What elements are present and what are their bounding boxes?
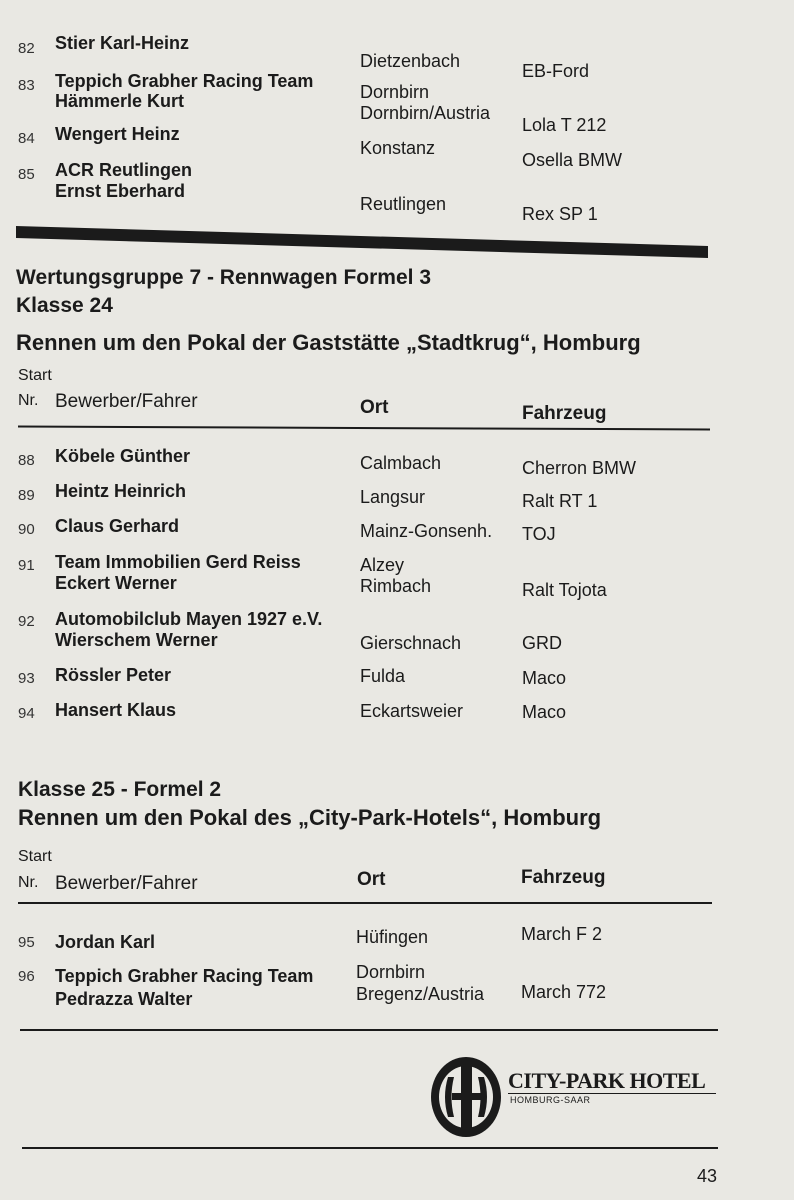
entry-car: TOJ xyxy=(522,524,556,544)
entry-ort: Mainz-Gonsenh. xyxy=(360,521,493,541)
entry-ort: Calmbach xyxy=(360,453,442,473)
col-start: Start xyxy=(18,848,52,865)
entry-ort-2: Bregenz/Austria xyxy=(356,984,485,1004)
entry-car: March F 2 xyxy=(521,924,603,944)
entry-ort: Eckartsweier xyxy=(360,701,464,721)
city-park-hotel-logo-icon xyxy=(428,1055,506,1139)
entry-ort: Fulda xyxy=(360,666,406,686)
hotel-location: HOMBURG-SAAR xyxy=(510,1095,591,1105)
entry-ort: Dietzenbach xyxy=(360,51,461,71)
entry-car: Maco xyxy=(522,702,567,722)
entrant-name: Heintz Heinrich xyxy=(55,481,187,501)
start-number: 96 xyxy=(18,968,35,985)
driver-name: Wierschem Werner xyxy=(55,630,218,650)
start-number: 84 xyxy=(18,130,35,147)
start-number: 94 xyxy=(18,705,35,722)
entry-ort-2: Rimbach xyxy=(360,576,432,596)
start-number: 92 xyxy=(18,613,35,630)
entry-ort: Dornbirn xyxy=(360,82,430,102)
entry-ort: Gierschnach xyxy=(360,633,462,653)
entry-car: Maco xyxy=(522,668,567,688)
start-number: 90 xyxy=(18,521,35,538)
entrant-name: ACR Reutlingen xyxy=(55,160,192,180)
header-rule xyxy=(18,902,712,904)
entry-ort: Dornbirn xyxy=(356,962,426,982)
class-title: Klasse 24 xyxy=(16,294,113,317)
entry-car: Osella BMW xyxy=(522,150,623,170)
entry-ort: Alzey xyxy=(360,555,405,575)
entry-car: Cherron BMW xyxy=(522,458,637,478)
driver-name: Hämmerle Kurt xyxy=(55,91,185,111)
section-rule xyxy=(20,1029,718,1031)
start-number: 85 xyxy=(18,166,35,183)
entrant-name: Automobilclub Mayen 1927 e.V. xyxy=(55,609,323,629)
driver-name: Eckert Werner xyxy=(55,573,177,593)
entry-car: EB-Ford xyxy=(522,61,590,81)
col-ort: Ort xyxy=(357,869,386,890)
entry-ort-2: Dornbirn/Austria xyxy=(360,103,491,123)
col-fahrzeug: Fahrzeug xyxy=(521,867,606,888)
entry-ort: Reutlingen xyxy=(360,194,447,214)
start-number: 83 xyxy=(18,77,35,94)
group-title: Wertungsgruppe 7 - Rennwagen Formel 3 xyxy=(16,266,431,289)
brand-underline xyxy=(508,1093,716,1094)
entry-car: Lola T 212 xyxy=(522,115,607,135)
entry-car: Rex SP 1 xyxy=(522,204,598,224)
header-rule xyxy=(18,425,710,430)
col-ort: Ort xyxy=(360,397,389,418)
entry-ort: Langsur xyxy=(360,487,426,507)
entrant-name: Team Immobilien Gerd Reiss xyxy=(55,552,301,572)
class-title: Klasse 25 - Formel 2 xyxy=(18,778,222,801)
entrant-name: Teppich Grabher Racing Team xyxy=(55,71,314,91)
page-number: 43 xyxy=(697,1166,718,1186)
entrant-name: Jordan Karl xyxy=(55,932,156,952)
entrant-name: Köbele Günther xyxy=(55,446,191,466)
start-number: 88 xyxy=(18,452,35,469)
entry-car: GRD xyxy=(522,633,562,653)
entry-ort: Hüfingen xyxy=(356,927,429,947)
driver-name: Ernst Eberhard xyxy=(55,181,186,201)
start-number: 82 xyxy=(18,40,35,57)
entrant-name: Stier Karl-Heinz xyxy=(55,33,190,53)
col-bewerber: Bewerber/Fahrer xyxy=(55,391,198,412)
col-start: Start xyxy=(18,367,52,384)
bottom-rule xyxy=(22,1147,718,1149)
start-number: 89 xyxy=(18,487,35,504)
entry-car: Ralt RT 1 xyxy=(522,491,598,511)
entry-car: Ralt Tojota xyxy=(522,580,607,600)
entry-car: March 772 xyxy=(521,982,607,1002)
col-fahrzeug: Fahrzeug xyxy=(522,403,607,424)
race-title: Rennen um den Pokal des „City-Park-Hotels“, Homburg xyxy=(18,805,602,830)
entrant-name: Claus Gerhard xyxy=(55,516,180,536)
start-number: 91 xyxy=(18,557,35,574)
col-nr: Nr. xyxy=(18,392,39,409)
race-title: Rennen um den Pokal der Gaststätte „Stadtkrug“, Homburg xyxy=(16,330,641,355)
entry-ort: Konstanz xyxy=(360,138,436,158)
entrant-name: Rössler Peter xyxy=(55,665,172,685)
thick-divider xyxy=(0,218,794,260)
hotel-brand: CITY-PARK HOTEL xyxy=(508,1068,706,1093)
col-nr: Nr. xyxy=(18,874,39,891)
entrant-name: Hansert Klaus xyxy=(55,700,177,720)
entrant-name: Teppich Grabher Racing Team xyxy=(55,966,314,986)
entrant-name: Wengert Heinz xyxy=(55,124,180,144)
col-bewerber: Bewerber/Fahrer xyxy=(55,873,198,894)
start-number: 95 xyxy=(18,934,35,951)
start-number: 93 xyxy=(18,670,35,687)
driver-name: Pedrazza Walter xyxy=(55,989,193,1009)
